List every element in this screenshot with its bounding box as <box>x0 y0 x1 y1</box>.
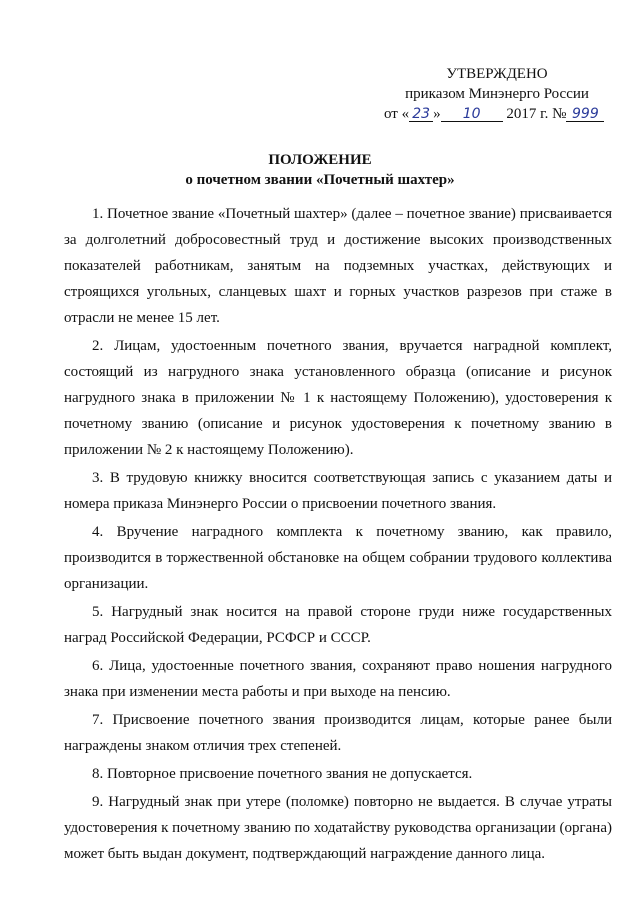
approval-order: приказом Минэнерго России <box>405 86 589 102</box>
date-prefix: от « <box>384 106 410 122</box>
date-day-handwritten: 23 <box>412 106 431 122</box>
paragraph-2: 2. Лицам, удостоенным почетного звания, вручается наградной комплект, состоящий из нагрудного знака установленного образца (описание и рисунок нагрудного знака в приложении № 1 к настоящему Положению), удостоверения к почетному званию (описание и рисунок удостоверения к почетному званию в приложении № 2 к настоящему Положению). <box>64 338 612 458</box>
paragraph-9: 9. Нагрудный знак при утере (поломке) повторно не выдается. В случае утраты удостоверения к почетному званию по ходатайству руководства организации (органа) может быть выдан документ, подтверждающий награждение данного лица. <box>64 794 612 862</box>
date-month-field <box>441 107 503 122</box>
order-number-field <box>566 107 604 122</box>
date-month-handwritten: 10 <box>462 106 481 122</box>
date-year: 2017 г. № <box>506 106 567 122</box>
paragraph-5: 5. Нагрудный знак носится на правой стороне груди ниже государственных наград Российской Федерации, РСФСР и СССР. <box>64 604 612 646</box>
document-body <box>64 201 612 869</box>
document-heading <box>0 150 640 190</box>
paragraph-7: 7. Присвоение почетного звания производится лицам, которые ранее были награждены знаком отличия трех степеней. <box>64 712 612 754</box>
date-mid: » <box>433 106 441 122</box>
approval-block <box>382 64 612 124</box>
date-day-field <box>409 107 433 122</box>
approval-date-line <box>382 104 612 124</box>
order-number-handwritten: 999 <box>572 106 599 122</box>
approval-title: УТВЕРЖДЕНО <box>446 66 548 82</box>
paragraph-3: 3. В трудовую книжку вносится соответствующая запись с указанием даты и номера приказа Минэнерго России о присвоении почетного звания. <box>64 470 612 512</box>
paragraph-6: 6. Лица, удостоенные почетного звания, сохраняют право ношения нагрудного знака при изменении места работы и при выходе на пенсию. <box>64 658 612 700</box>
paragraph-4: 4. Вручение наградного комплекта к почетному званию, как правило, производится в торжественной обстановке на общем собрании трудового коллектива организации. <box>64 524 612 592</box>
document-subtitle: о почетном звании «Почетный шахтер» <box>185 172 455 188</box>
paragraph-8: 8. Повторное присвоение почетного звания не допускается. <box>92 766 473 782</box>
paragraph-1: 1. Почетное звание «Почетный шахтер» (далее – почетное звание) присваивается за долголетний добросовестный труд и достижение высоких производственных показателей работникам, занятым на подземных участках, действующих и строящихся угольных, сланцевых шахт и горных участков разрезов при стаже в отрасли не менее 15 лет. <box>64 206 612 326</box>
document-title: ПОЛОЖЕНИЕ <box>268 152 372 168</box>
